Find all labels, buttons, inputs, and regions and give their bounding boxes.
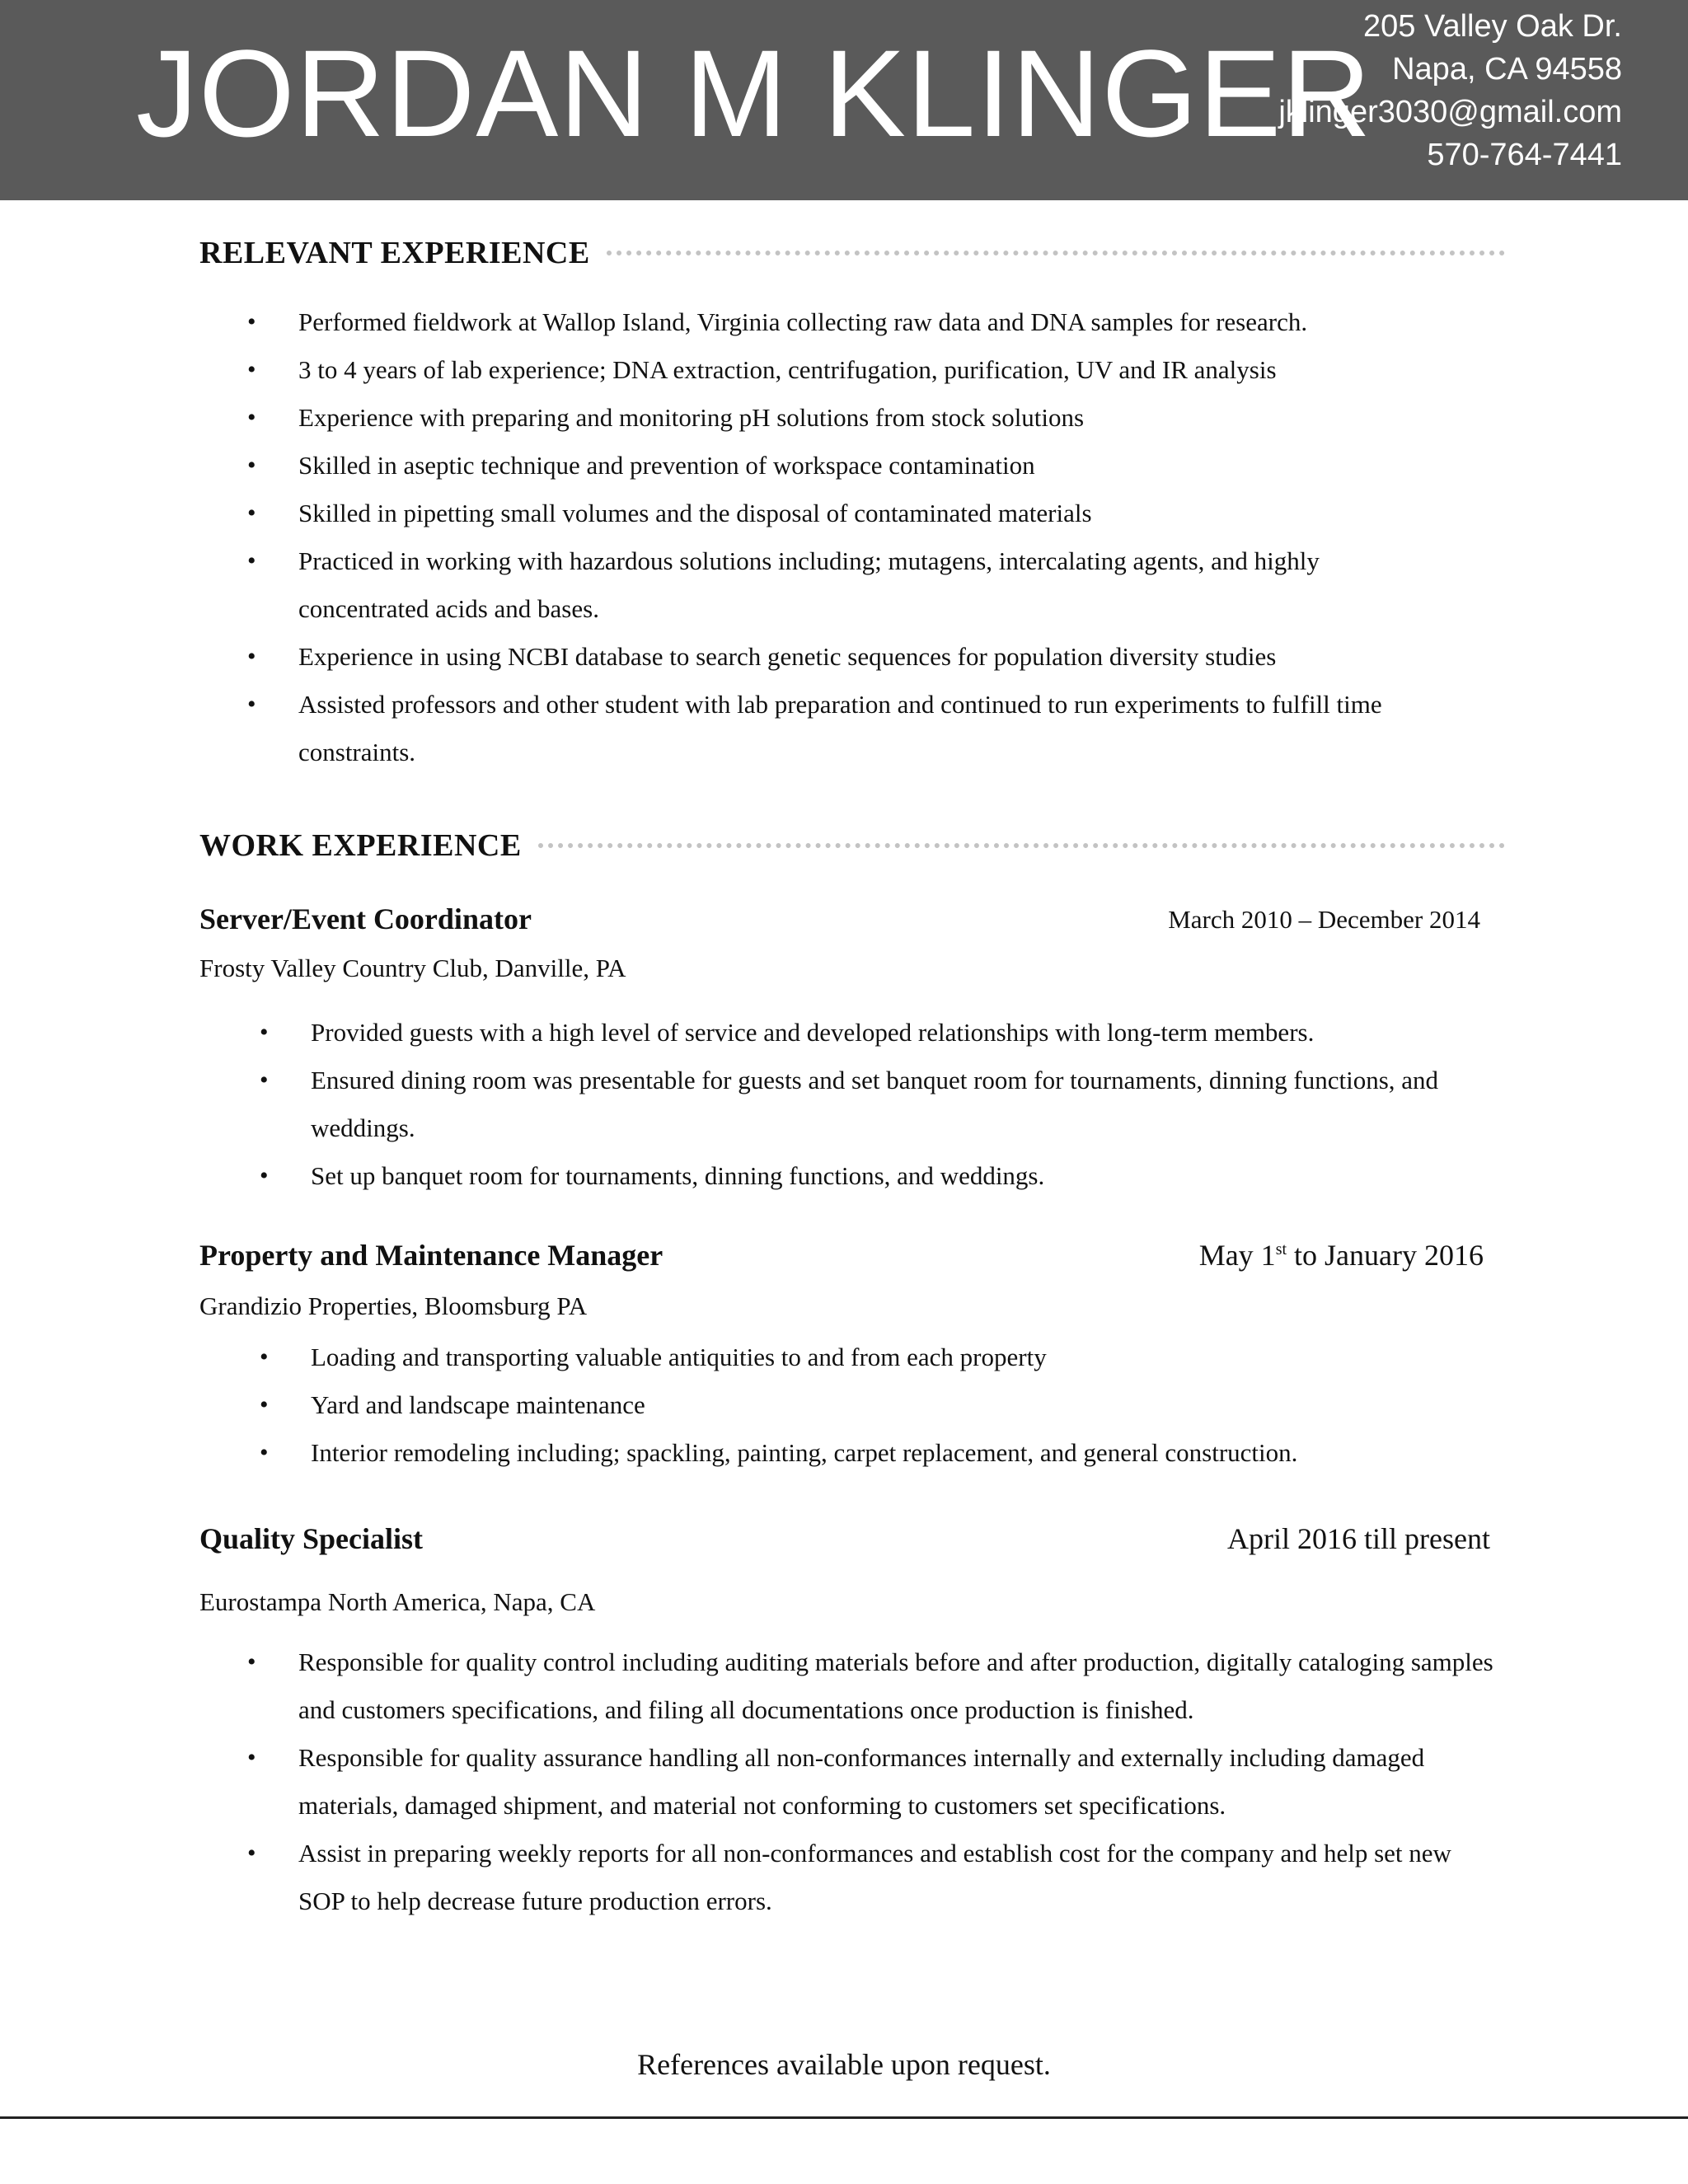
job-dates: March 2010 – December 2014 <box>1168 905 1480 934</box>
work-experience-heading: WORK EXPERIENCE <box>199 828 522 863</box>
job-duties-list <box>311 1333 1498 1477</box>
job-company: Eurostampa North America, Napa, CA <box>199 1587 596 1616</box>
job-duties-list <box>311 1009 1498 1200</box>
list-item: • Set up banquet room for tournaments, dinning functions, and weddings. <box>311 1152 1498 1200</box>
job-title: Property and Maintenance Manager <box>199 1239 663 1272</box>
job-company: Frosty Valley Country Club, Danville, PA <box>199 954 626 982</box>
heading-divider <box>607 251 1505 255</box>
list-item: • Provided guests with a high level of service and developed relationships with long-term members. <box>311 1009 1498 1057</box>
job-dates-start: May 1 <box>1198 1239 1276 1272</box>
bottom-divider <box>0 2116 1688 2119</box>
address-line-1: 205 Valley Oak Dr. <box>1362 9 1622 44</box>
list-item: • Experience in using NCBI database to search genetic sequences for population diversity studies <box>298 633 1502 681</box>
list-item: • Assisted professors and other student with lab preparation and continued to run experiments to fulfill time constraints. <box>298 681 1485 776</box>
list-item: • Responsible for quality assurance handling all non-conformances internally and externally including damaged materials, damaged shipment, and material not conforming to customers set specifications. <box>298 1734 1493 1830</box>
relevant-experience-heading-row <box>199 235 1505 271</box>
list-item: • Loading and transporting valuable antiquities to and from each property <box>311 1333 1498 1381</box>
job-title: Quality Specialist <box>199 1522 424 1555</box>
list-item: • Skilled in pipetting small volumes and the disposal of contaminated materials <box>298 490 1502 537</box>
references-note: References available upon request. <box>637 2048 1051 2081</box>
list-item: • Skilled in aseptic technique and prevention of workspace contamination <box>298 442 1502 490</box>
work-experience-heading-row <box>199 827 1505 864</box>
job-dates-end: to January 2016 <box>1287 1239 1484 1272</box>
list-item: • Ensured dining room was presentable for guests and set banquet room for tournaments, dinning functions, and weddings. <box>311 1057 1498 1152</box>
list-item: • Practiced in working with hazardous solutions including; mutagens, intercalating agents, and highly concentrated acids and bases. <box>298 537 1403 633</box>
list-item: • Responsible for quality control including auditing materials before and after production, digitally cataloging samples and customers specifications, and filing all documentations once production is finished. <box>298 1638 1493 1734</box>
resume-header <box>0 0 1688 200</box>
job-dates <box>1199 1238 1484 1272</box>
list-item: • Performed fieldwork at Wallop Island, Virginia collecting raw data and DNA samples for research. <box>298 298 1502 346</box>
email-address: jklinger3030@gmail.com <box>1278 95 1622 129</box>
job-dates: April 2016 till present <box>1227 1522 1490 1555</box>
relevant-experience-heading: RELEVANT EXPERIENCE <box>199 236 590 270</box>
list-item: • 3 to 4 years of lab experience; DNA extraction, centrifugation, purification, UV and IR analysis <box>298 346 1502 394</box>
heading-divider <box>538 843 1505 848</box>
list-item: • Yard and landscape maintenance <box>311 1381 1498 1429</box>
job-duties-list <box>298 1638 1493 1925</box>
address-line-2: Napa, CA 94558 <box>1392 52 1622 87</box>
job-company: Grandizio Properties, Bloomsburg PA <box>199 1291 588 1320</box>
job-title: Server/Event Coordinator <box>199 902 532 935</box>
list-item: • Assist in preparing weekly reports for all non-conformances and establish cost for the company and help set new SOP to help decrease future production errors. <box>298 1830 1493 1925</box>
contact-block <box>1278 5 1622 176</box>
list-item: • Interior remodeling including; spackling, painting, carpet replacement, and general construction. <box>311 1429 1498 1477</box>
candidate-name: JORDAN M KLINGER <box>136 24 1372 162</box>
list-item: • Experience with preparing and monitoring pH solutions from stock solutions <box>298 394 1502 442</box>
phone-number: 570-764-7441 <box>1427 138 1622 172</box>
ordinal-suffix: st <box>1275 1240 1287 1258</box>
relevant-experience-list <box>298 298 1502 776</box>
